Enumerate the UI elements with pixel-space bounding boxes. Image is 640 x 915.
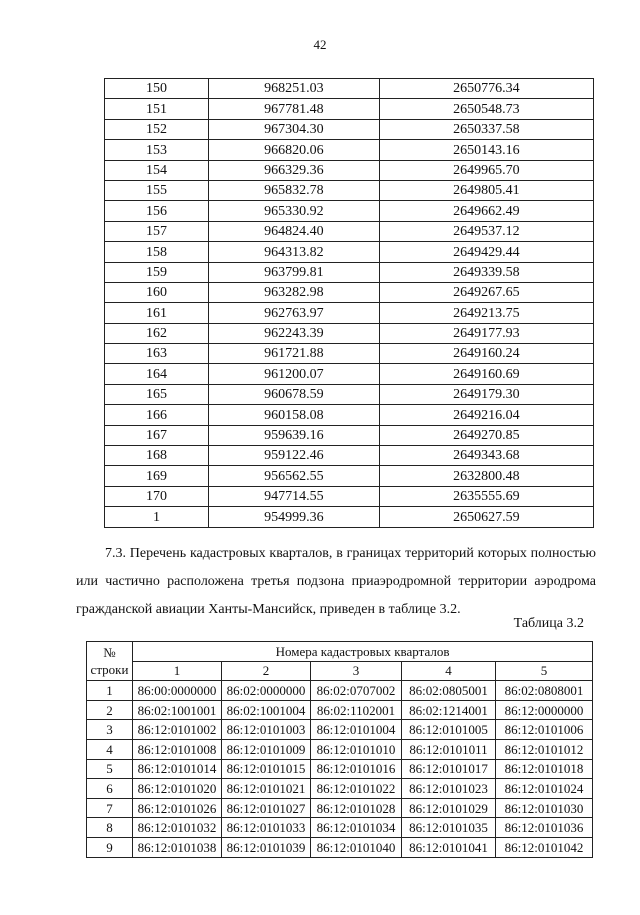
cadastral-number-cell: 86:12:0101034 (311, 818, 402, 838)
x-coordinate-cell: 960678.59 (209, 384, 380, 404)
cadastral-table-body (87, 681, 593, 857)
cadastral-row (87, 720, 593, 740)
cadastral-number-cell: 86:12:0101003 (222, 720, 311, 740)
x-coordinate-cell: 963282.98 (209, 282, 380, 302)
x-coordinate-cell: 961200.07 (209, 364, 380, 384)
row-number-cell: 1 (87, 681, 133, 701)
cadastral-number-cell: 86:02:1102001 (311, 700, 402, 720)
x-coordinate-cell: 963799.81 (209, 262, 380, 282)
point-number-cell: 167 (105, 425, 209, 445)
y-coordinate-cell: 2649213.75 (379, 303, 593, 323)
cadastral-row (87, 798, 593, 818)
y-coordinate-cell: 2649662.49 (379, 201, 593, 221)
cadastral-number-cell: 86:12:0101038 (133, 837, 222, 857)
row-number-cell: 4 (87, 739, 133, 759)
cadastral-row (87, 681, 593, 701)
cadastral-number-cell: 86:12:0101030 (496, 798, 593, 818)
cadastral-number-cell: 86:12:0101006 (496, 720, 593, 740)
x-coordinate-cell: 954999.36 (209, 507, 380, 527)
cadastral-number-cell: 86:12:0101041 (402, 837, 496, 857)
coordinates-table-body (105, 79, 594, 528)
cadastral-number-cell: 86:12:0101012 (496, 739, 593, 759)
cadastral-row (87, 837, 593, 857)
cadastral-row (87, 779, 593, 799)
cadastral-number-cell: 86:12:0101029 (402, 798, 496, 818)
coordinates-row (105, 262, 594, 282)
point-number-cell: 152 (105, 119, 209, 139)
cadastral-number-cell: 86:02:0000000 (222, 681, 311, 701)
row-number-cell: 7 (87, 798, 133, 818)
x-coordinate-cell: 959639.16 (209, 425, 380, 445)
table-column-numbers-row (87, 661, 593, 681)
x-coordinate-cell: 967304.30 (209, 119, 380, 139)
coordinates-row (105, 364, 594, 384)
cadastral-number-cell: 86:12:0101023 (402, 779, 496, 799)
cadastral-number-cell: 86:12:0101024 (496, 779, 593, 799)
y-coordinate-cell: 2650143.16 (379, 140, 593, 160)
cadastral-number-cell: 86:02:1001001 (133, 700, 222, 720)
coordinates-row (105, 466, 594, 486)
table-caption: Таблица 3.2 (513, 616, 584, 631)
coordinates-table (104, 78, 594, 528)
cadastral-number-cell: 86:12:0101021 (222, 779, 311, 799)
x-coordinate-cell: 964313.82 (209, 242, 380, 262)
cadastral-number-cell: 86:00:0000000 (133, 681, 222, 701)
point-number-cell: 151 (105, 99, 209, 119)
coordinates-row (105, 160, 594, 180)
coordinates-row (105, 405, 594, 425)
x-coordinate-cell: 962763.97 (209, 303, 380, 323)
x-coordinate-cell: 968251.03 (209, 79, 380, 99)
column-number-header: 5 (496, 661, 593, 681)
cadastral-number-cell: 86:12:0101020 (133, 779, 222, 799)
cadastral-number-cell: 86:02:1214001 (402, 700, 496, 720)
point-number-cell: 161 (105, 303, 209, 323)
cadastral-number-cell: 86:12:0101016 (311, 759, 402, 779)
coordinates-row (105, 344, 594, 364)
coordinates-row (105, 323, 594, 343)
x-coordinate-cell: 962243.39 (209, 323, 380, 343)
y-coordinate-cell: 2649805.41 (379, 180, 593, 200)
x-coordinate-cell: 965330.92 (209, 201, 380, 221)
coordinates-row (105, 446, 594, 466)
cadastral-number-cell: 86:12:0101005 (402, 720, 496, 740)
row-number-cell: 8 (87, 818, 133, 838)
y-coordinate-cell: 2650548.73 (379, 99, 593, 119)
point-number-cell: 156 (105, 201, 209, 221)
point-number-cell: 160 (105, 282, 209, 302)
coordinates-row (105, 242, 594, 262)
x-coordinate-cell: 947714.55 (209, 486, 380, 506)
cadastral-row (87, 700, 593, 720)
row-number-cell: 2 (87, 700, 133, 720)
cadastral-number-cell: 86:02:0707002 (311, 681, 402, 701)
header-cadastral-numbers: Номера кадастровых кварталов (133, 642, 593, 662)
cadastral-number-cell: 86:02:0808001 (496, 681, 593, 701)
point-number-cell: 157 (105, 221, 209, 241)
header-no-label: строки (90, 662, 129, 678)
y-coordinate-cell: 2649339.58 (379, 262, 593, 282)
coordinates-row (105, 140, 594, 160)
y-coordinate-cell: 2649160.69 (379, 364, 593, 384)
coordinates-row (105, 119, 594, 139)
point-number-cell: 155 (105, 180, 209, 200)
y-coordinate-cell: 2649429.44 (379, 242, 593, 262)
column-number-header: 4 (402, 661, 496, 681)
coordinates-row (105, 99, 594, 119)
y-coordinate-cell: 2649343.68 (379, 446, 593, 466)
coordinates-row (105, 282, 594, 302)
coordinates-row (105, 507, 594, 527)
x-coordinate-cell: 966329.36 (209, 160, 380, 180)
cadastral-number-cell: 86:12:0101027 (222, 798, 311, 818)
coordinates-row (105, 79, 594, 99)
point-number-cell: 170 (105, 486, 209, 506)
point-number-cell: 165 (105, 384, 209, 404)
point-number-cell: 168 (105, 446, 209, 466)
cadastral-number-cell: 86:12:0101014 (133, 759, 222, 779)
cadastral-number-cell: 86:12:0101015 (222, 759, 311, 779)
y-coordinate-cell: 2649537.12 (379, 221, 593, 241)
y-coordinate-cell: 2650337.58 (379, 119, 593, 139)
cadastral-number-cell: 86:02:1001004 (222, 700, 311, 720)
page-number: 42 (313, 37, 327, 52)
x-coordinate-cell: 960158.08 (209, 405, 380, 425)
y-coordinate-cell: 2649177.93 (379, 323, 593, 343)
point-number-cell: 162 (105, 323, 209, 343)
y-coordinate-cell: 2649160.24 (379, 344, 593, 364)
y-coordinate-cell: 2649965.70 (379, 160, 593, 180)
cadastral-number-cell: 86:12:0101040 (311, 837, 402, 857)
cadastral-number-cell: 86:12:0101011 (402, 739, 496, 759)
cadastral-row (87, 759, 593, 779)
coordinates-row (105, 180, 594, 200)
cadastral-quarters-table (86, 641, 593, 858)
y-coordinate-cell: 2649216.04 (379, 405, 593, 425)
cadastral-number-cell: 86:12:0101035 (402, 818, 496, 838)
cadastral-number-cell: 86:12:0101028 (311, 798, 402, 818)
header-no-symbol: № (103, 645, 116, 661)
y-coordinate-cell: 2650776.34 (379, 79, 593, 99)
cadastral-number-cell: 86:12:0101039 (222, 837, 311, 857)
row-number-cell: 6 (87, 779, 133, 799)
coordinates-row (105, 384, 594, 404)
x-coordinate-cell: 967781.48 (209, 99, 380, 119)
x-coordinate-cell: 959122.46 (209, 446, 380, 466)
column-number-header: 1 (133, 661, 222, 681)
section-paragraph (76, 540, 596, 624)
column-number-header: 2 (222, 661, 311, 681)
x-coordinate-cell: 966820.06 (209, 140, 380, 160)
cadastral-number-cell: 86:12:0101002 (133, 720, 222, 740)
cadastral-number-cell: 86:12:0101009 (222, 739, 311, 759)
point-number-cell: 150 (105, 79, 209, 99)
point-number-cell: 166 (105, 405, 209, 425)
y-coordinate-cell: 2649267.65 (379, 282, 593, 302)
x-coordinate-cell: 964824.40 (209, 221, 380, 241)
table-header-row (87, 642, 593, 662)
cadastral-number-cell: 86:12:0101036 (496, 818, 593, 838)
point-number-cell: 153 (105, 140, 209, 160)
coordinates-row (105, 221, 594, 241)
cadastral-number-cell: 86:12:0101022 (311, 779, 402, 799)
y-coordinate-cell: 2650627.59 (379, 507, 593, 527)
cadastral-number-cell: 86:12:0101008 (133, 739, 222, 759)
y-coordinate-cell: 2649270.85 (379, 425, 593, 445)
row-number-cell: 3 (87, 720, 133, 740)
cadastral-number-cell: 86:12:0000000 (496, 700, 593, 720)
cadastral-number-cell: 86:12:0101042 (496, 837, 593, 857)
point-number-cell: 163 (105, 344, 209, 364)
cadastral-number-cell: 86:02:0805001 (402, 681, 496, 701)
header-row-number (87, 642, 133, 681)
point-number-cell: 164 (105, 364, 209, 384)
point-number-cell: 159 (105, 262, 209, 282)
coordinates-row (105, 303, 594, 323)
coordinates-row (105, 201, 594, 221)
row-number-cell: 5 (87, 759, 133, 779)
point-number-cell: 154 (105, 160, 209, 180)
cadastral-number-cell: 86:12:0101018 (496, 759, 593, 779)
x-coordinate-cell: 961721.88 (209, 344, 380, 364)
point-number-cell: 169 (105, 466, 209, 486)
cadastral-row (87, 739, 593, 759)
cadastral-number-cell: 86:12:0101010 (311, 739, 402, 759)
cadastral-row (87, 818, 593, 838)
x-coordinate-cell: 965832.78 (209, 180, 380, 200)
coordinates-row (105, 425, 594, 445)
paragraph-text: 7.3. Перечень кадастровых кварталов, в границах территорий которых полностью или частично расположена третья подзона приаэродромной территории аэродрома гражданской авиации Ханты-Мансийск, приведен в таблице 3.2. (76, 546, 596, 617)
coordinates-row (105, 486, 594, 506)
row-number-cell: 9 (87, 837, 133, 857)
cadastral-number-cell: 86:12:0101032 (133, 818, 222, 838)
y-coordinate-cell: 2635555.69 (379, 486, 593, 506)
point-number-cell: 158 (105, 242, 209, 262)
column-number-header: 3 (311, 661, 402, 681)
cadastral-number-cell: 86:12:0101004 (311, 720, 402, 740)
x-coordinate-cell: 956562.55 (209, 466, 380, 486)
cadastral-number-cell: 86:12:0101017 (402, 759, 496, 779)
y-coordinate-cell: 2649179.30 (379, 384, 593, 404)
y-coordinate-cell: 2632800.48 (379, 466, 593, 486)
cadastral-number-cell: 86:12:0101026 (133, 798, 222, 818)
point-number-cell: 1 (105, 507, 209, 527)
cadastral-number-cell: 86:12:0101033 (222, 818, 311, 838)
